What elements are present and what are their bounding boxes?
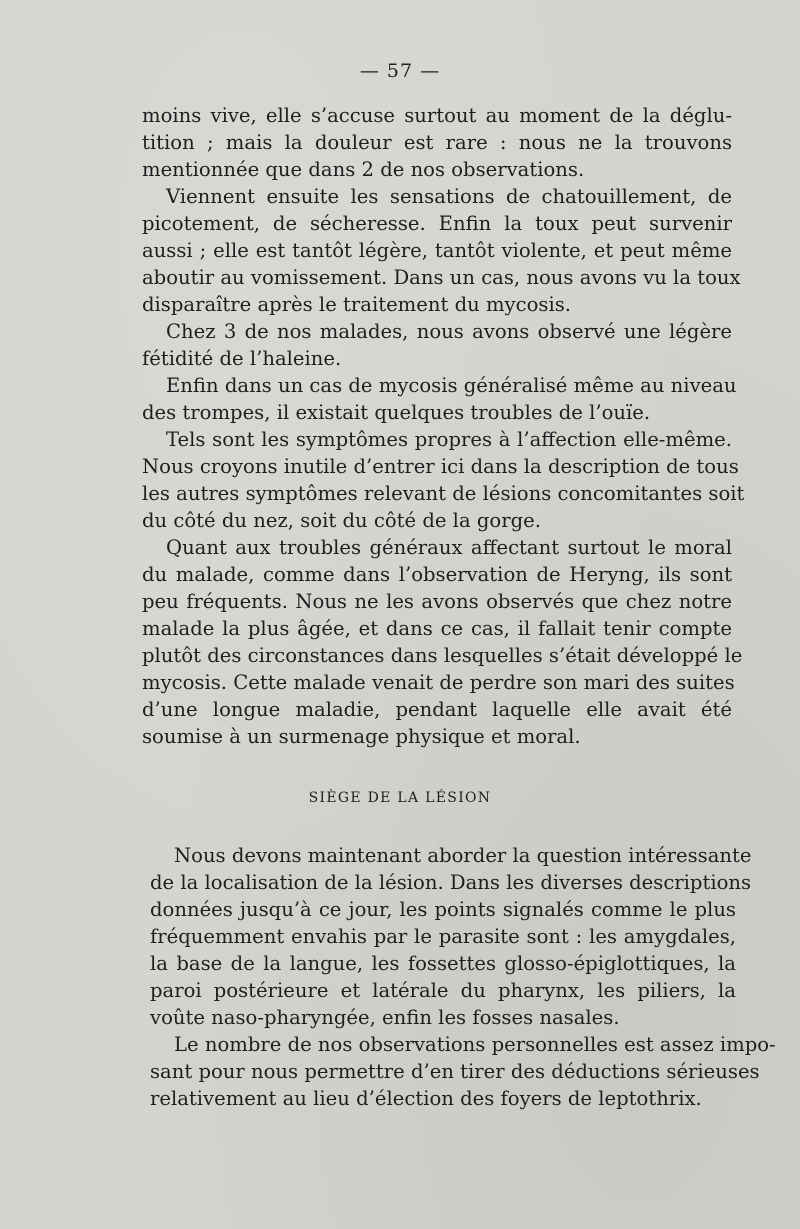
text-line: sant pour nous permettre d’en tirer des déductions sérieuses — [150, 1060, 760, 1083]
text-line: Quant aux troubles généraux affectant surtout le moral — [166, 536, 732, 559]
text-line: Nous croyons inutile d’entrer ici dans la description de tous — [142, 455, 739, 478]
text-line: moins vive, elle s’accuse surtout au moment de la déglu- — [142, 104, 732, 127]
text-line: des trompes, il existait quelques troubles de l’ouïe. — [142, 401, 651, 424]
text-line: fréquemment envahis par le parasite sont : les amygdales, — [150, 925, 736, 948]
body-text-section-1 — [142, 102, 745, 750]
text-line: de la localisation de la lésion. Dans les diverses descriptions — [150, 871, 752, 894]
text-line: la base de la langue, les fossettes glosso-épiglottiques, la — [150, 952, 736, 975]
body-text-section-2 — [150, 842, 776, 1112]
text-line: disparaître après le traitement du mycosis. — [142, 293, 571, 316]
text-line: du côté du nez, soit du côté de la gorge. — [142, 509, 541, 532]
text-line: données jusqu’à ce jour, les points signalés comme le plus — [150, 898, 736, 921]
text-line: Le nombre de nos observations personnelles est assez impo- — [174, 1033, 776, 1056]
text-line: Enfin dans un cas de mycosis généralisé même au niveau — [166, 374, 737, 397]
text-line: peu fréquents. Nous ne les avons observés que chez notre — [142, 590, 732, 613]
text-line: voûte naso-pharyngée, enfin les fosses nasales. — [150, 1006, 620, 1029]
text-line: Tels sont les symptômes propres à l’affection elle-même. — [166, 428, 732, 451]
text-line: mentionnée que dans 2 de nos observations. — [142, 158, 585, 181]
text-line: relativement au lieu d’élection des foyers de leptothrix. — [150, 1087, 702, 1110]
section-heading: SIÈGE DE LA LÉSION — [308, 790, 492, 806]
text-line: d’une longue maladie, pendant laquelle elle avait été — [142, 698, 732, 721]
text-line: paroi postérieure et latérale du pharynx, les piliers, la — [150, 979, 736, 1002]
text-line: les autres symptômes relevant de lésions concomitantes soit — [142, 482, 745, 505]
text-line: aussi ; elle est tantôt légère, tantôt violente, et peut même — [142, 239, 732, 262]
text-line: Nous devons maintenant aborder la question intéressante — [174, 844, 752, 867]
text-line: mycosis. Cette malade venait de perdre son mari des suites — [142, 671, 735, 694]
text-line: tition ; mais la douleur est rare : nous ne la trouvons — [142, 131, 732, 154]
text-line: picotement, de sécheresse. Enfin la toux peut survenir — [142, 212, 732, 235]
text-line: Chez 3 de nos malades, nous avons observé une légère — [166, 320, 732, 343]
text-line: du malade, comme dans l’observation de Heryng, ils sont — [142, 563, 732, 586]
text-line: Viennent ensuite les sensations de chatouillement, de — [166, 185, 732, 208]
text-line: malade la plus âgée, et dans ce cas, il fallait tenir compte — [142, 617, 732, 640]
text-line: plutôt des circonstances dans lesquelles s’était développé le — [142, 644, 743, 667]
text-line: soumise à un surmenage physique et moral. — [142, 725, 581, 748]
text-line: fétidité de l’haleine. — [142, 347, 342, 370]
text-line: aboutir au vomissement. Dans un cas, nous avons vu la toux — [142, 266, 741, 289]
page-number: — 57 — — [359, 60, 441, 82]
